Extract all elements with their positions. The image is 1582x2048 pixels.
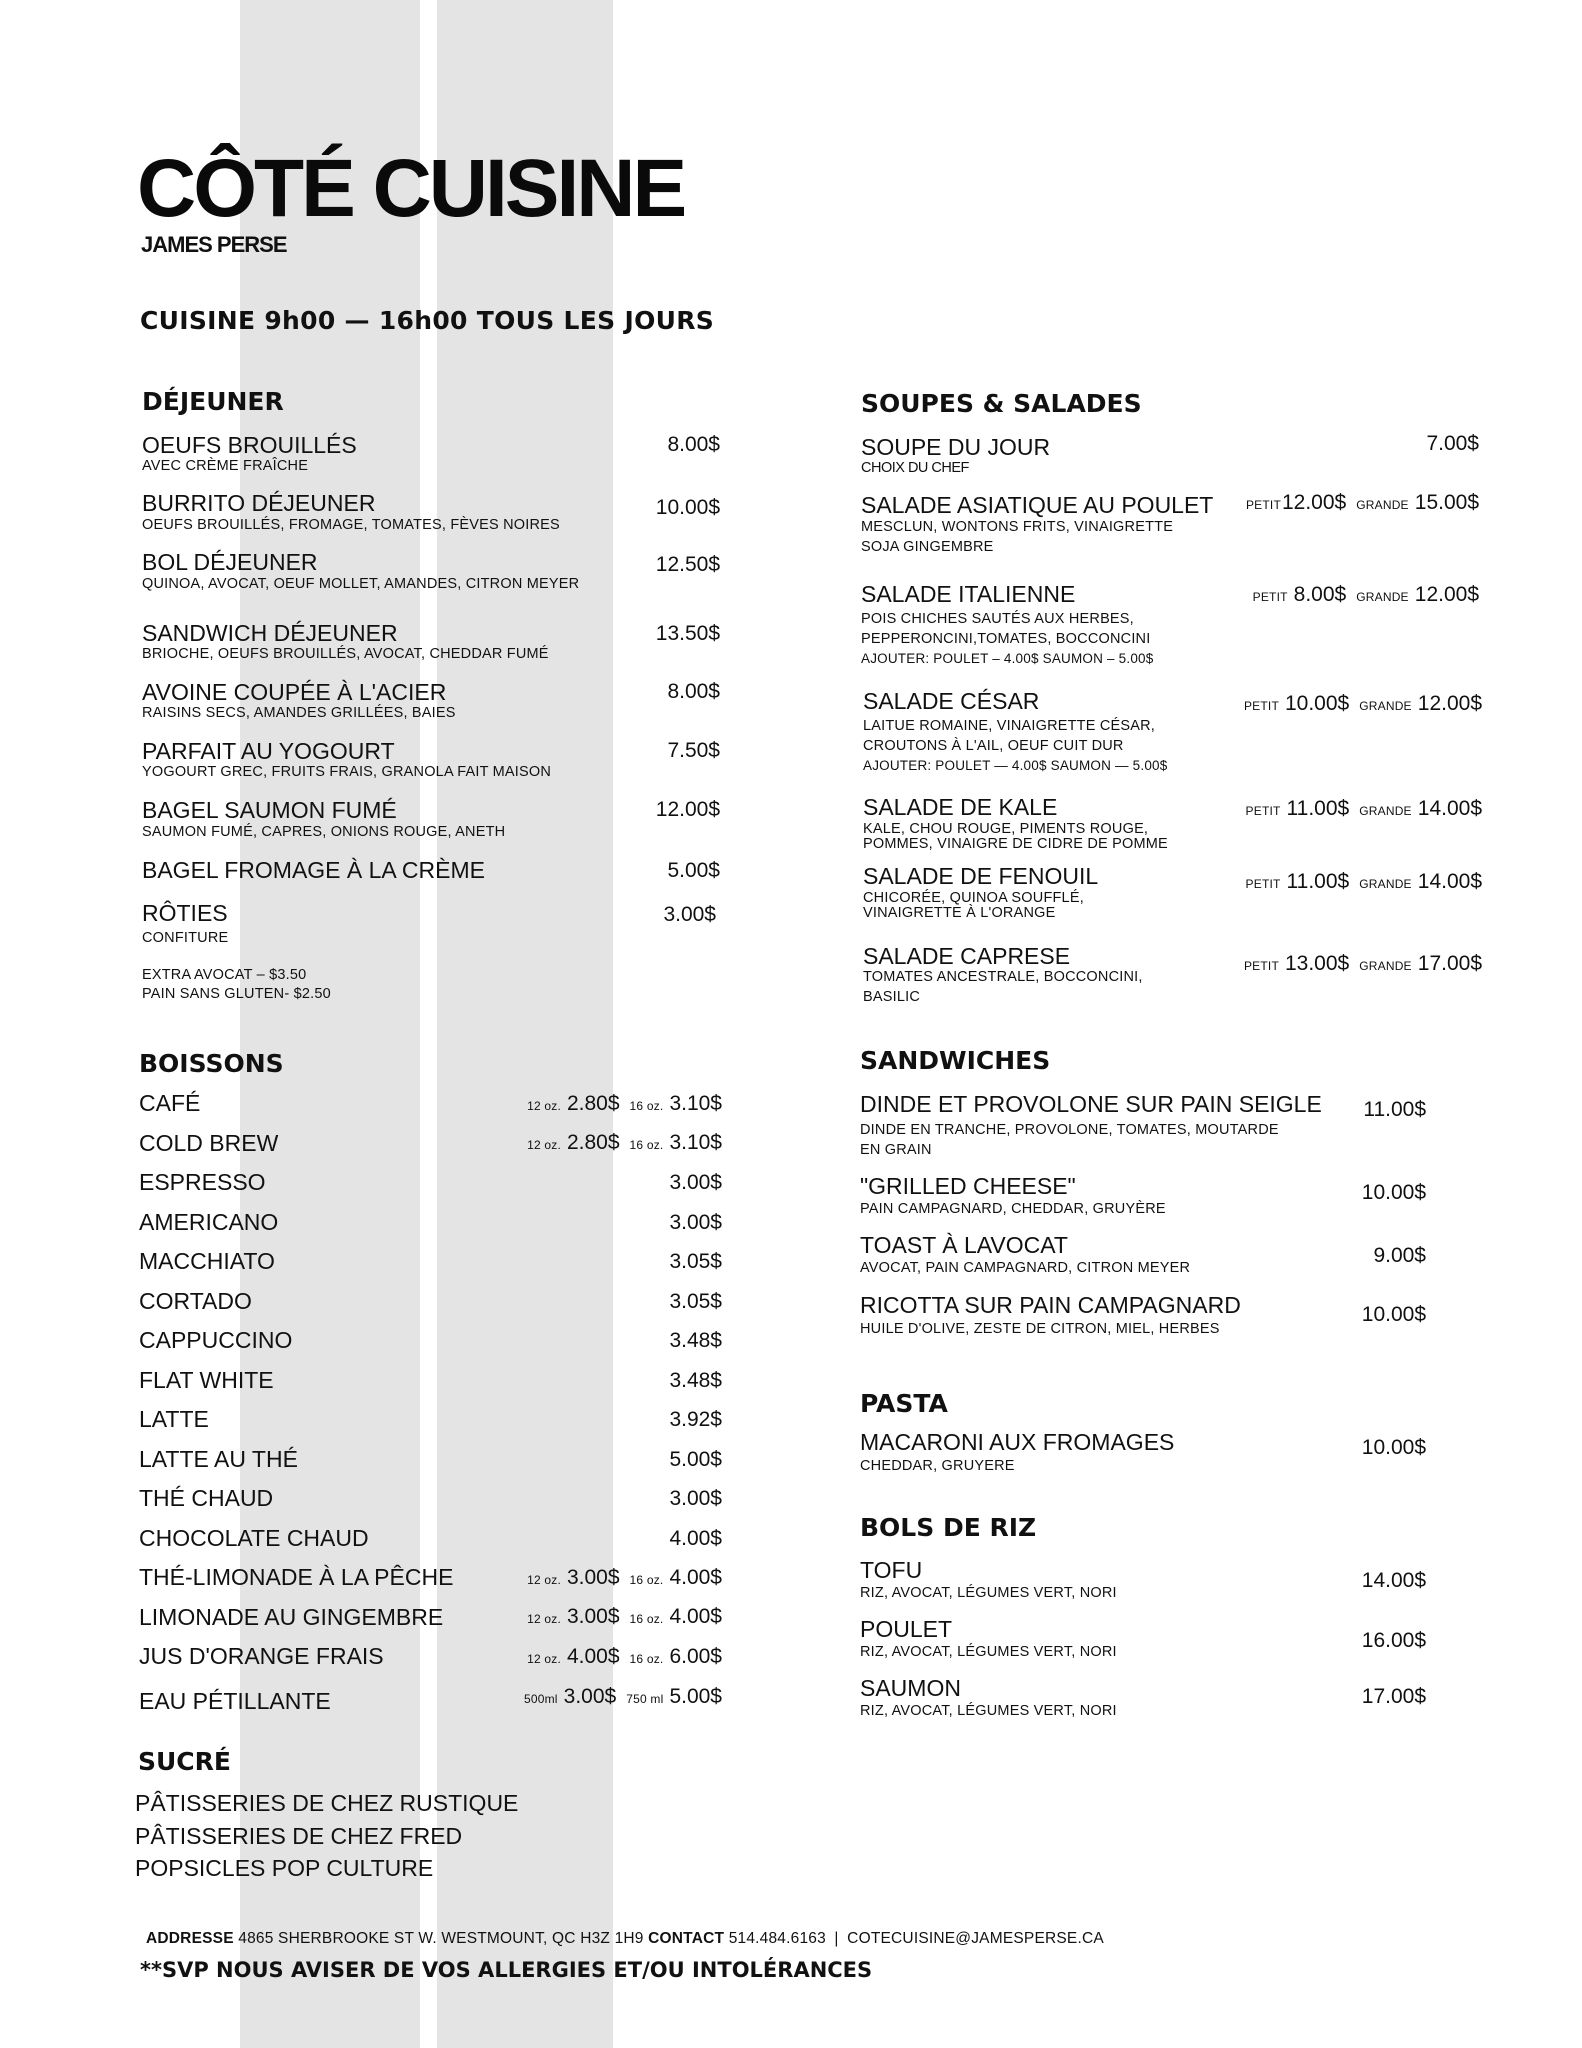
item-description: RIZ, AVOCAT, LÉGUMES VERT, NORI [860, 1703, 1117, 1719]
drink-price-sizes [527, 1132, 722, 1153]
drink-name: THÉ CHAUD [139, 1485, 274, 1511]
item-description: CHICORÉE, QUINOA SOUFFLÉ, [863, 890, 1084, 906]
section-title-sandwiches: SANDWICHES [860, 1046, 1051, 1075]
size-label: PETIT [1243, 699, 1279, 713]
drink-name: CORTADO [139, 1288, 252, 1314]
item-description: POIS CHICHES SAUTÉS AUX HERBES, [861, 611, 1134, 627]
email: COTECUISINE@JAMESPERSE.CA [847, 1930, 1104, 1947]
size-label: 16 oz. [629, 1099, 664, 1113]
item-name: RICOTTA SUR PAIN CAMPAGNARD [860, 1292, 1241, 1318]
size-price: 4.00$ [669, 1605, 722, 1628]
item-price: 10.00$ [1361, 1303, 1426, 1326]
size-label: 16 oz. [629, 1612, 664, 1626]
size-price: 14.00$ [1417, 870, 1482, 893]
item-price: 8.00$ [667, 680, 720, 703]
extra-avocat: EXTRA AVOCAT – $3.50 [142, 967, 307, 983]
contact-label: CONTACT [648, 1930, 725, 1947]
item-price: 12.00$ [655, 798, 720, 821]
item-price: 10.00$ [1361, 1436, 1426, 1459]
drink-price-sizes [527, 1646, 722, 1667]
item-price: 13.50$ [655, 622, 720, 645]
size-label: PETIT [1252, 590, 1288, 604]
item-price: 8.00$ [667, 433, 720, 456]
section-title-bols-de-riz: BOLS DE RIZ [860, 1513, 1037, 1542]
sucre-item: POPSICLES POP CULTURE [135, 1855, 434, 1881]
item-name: POULET [860, 1616, 953, 1642]
size-label: GRANDE [1356, 498, 1409, 512]
size-label: 12 oz. [527, 1652, 561, 1666]
item-description: SAUMON FUMÉ, CAPRES, ONIONS ROUGE, ANETH [142, 824, 506, 840]
item-name: TOFU [860, 1557, 923, 1583]
item-price-sizes [1244, 693, 1482, 714]
size-label: PETIT [1245, 877, 1281, 891]
drink-price-sizes [527, 1567, 722, 1588]
item-description: HUILE D'OLIVE, ZESTE DE CITRON, MIEL, HERBES [860, 1321, 1220, 1337]
separator: | [834, 1930, 839, 1947]
item-price: 3.00$ [663, 903, 716, 926]
size-price: 14.00$ [1417, 797, 1482, 820]
item-price: 14.00$ [1361, 1569, 1426, 1592]
size-price: 3.10$ [669, 1092, 722, 1115]
size-label: 16 oz. [629, 1652, 664, 1666]
item-price-sizes [1253, 584, 1479, 605]
drink-price: 3.00$ [669, 1171, 722, 1194]
item-description: CHEDDAR, GRUYERE [860, 1458, 1015, 1474]
item-description: VINAIGRETTE À L'ORANGE [863, 905, 1056, 921]
size-price: 4.00$ [669, 1566, 722, 1589]
size-price: 12.00$ [1414, 583, 1479, 606]
size-price: 3.10$ [669, 1131, 722, 1154]
drink-price: 3.00$ [669, 1211, 722, 1234]
item-price: 10.00$ [1361, 1181, 1426, 1204]
item-description: SOJA GINGEMBRE [861, 539, 994, 555]
drink-price: 3.48$ [669, 1329, 722, 1352]
item-name: DINDE ET PROVOLONE SUR PAIN SEIGLE [860, 1091, 1322, 1117]
size-price: 11.00$ [1286, 870, 1350, 893]
item-description: QUINOA, AVOCAT, OEUF MOLLET, AMANDES, CITRON MEYER [142, 576, 580, 592]
item-name: SOUPE DU JOUR [861, 434, 1051, 460]
item-price: 9.00$ [1373, 1244, 1426, 1267]
drink-name: LIMONADE AU GINGEMBRE [139, 1604, 444, 1630]
item-description: RAISINS SECS, AMANDES GRILLÉES, BAIES [142, 705, 456, 721]
item-name: BOL DÉJEUNER [142, 549, 318, 575]
section-title-boissons: BOISSONS [139, 1049, 284, 1078]
drink-price: 3.48$ [669, 1369, 722, 1392]
item-description: PAIN CAMPAGNARD, CHEDDAR, GRUYÈRE [860, 1201, 1166, 1217]
item-description: CONFITURE [142, 930, 229, 946]
item-description: KALE, CHOU ROUGE, PIMENTS ROUGE, [863, 821, 1149, 837]
size-label: 12 oz. [527, 1573, 561, 1587]
size-price: 2.80$ [566, 1131, 620, 1154]
item-price: 7.50$ [667, 739, 720, 762]
sucre-item: PÂTISSERIES DE CHEZ FRED [135, 1823, 463, 1849]
drink-name: MACCHIATO [139, 1248, 275, 1274]
size-price: 12.00$ [1417, 692, 1482, 715]
item-name: BAGEL FROMAGE À LA CRÈME [142, 857, 485, 883]
item-description: AVEC CRÈME FRAÎCHE [142, 458, 309, 474]
item-description: MESCLUN, WONTONS FRITS, VINAIGRETTE [861, 519, 1174, 535]
size-price: 3.00$ [563, 1685, 617, 1708]
item-name: "GRILLED CHEESE" [860, 1173, 1076, 1199]
item-description: CROUTONS À L'AIL, OEUF CUIT DUR [863, 738, 1124, 754]
section-title-sucre: SUCRÉ [138, 1747, 231, 1776]
allergy-notice: **SVP NOUS AVISER DE VOS ALLERGIES ET/OU INTOLÉRANCES [140, 1958, 873, 1982]
item-name: TOAST À LAVOCAT [860, 1232, 1068, 1258]
item-name: SALADE CÉSAR [863, 688, 1040, 714]
item-price: 17.00$ [1361, 1685, 1426, 1708]
size-label: 16 oz. [629, 1573, 664, 1587]
item-name: BURRITO DÉJEUNER [142, 490, 376, 516]
item-name: SALADE CAPRESE [863, 943, 1071, 969]
item-description: EN GRAIN [860, 1142, 932, 1158]
size-price: 6.00$ [669, 1645, 722, 1668]
drink-price: 3.05$ [669, 1250, 722, 1273]
size-label: 500ml [523, 1692, 558, 1706]
item-name: SALADE ASIATIQUE AU POULET [861, 492, 1214, 518]
section-title-dejeuner: DÉJEUNER [142, 387, 284, 416]
item-description: RIZ, AVOCAT, LÉGUMES VERT, NORI [860, 1585, 1117, 1601]
item-price: 7.00$ [1426, 432, 1479, 455]
item-price: 11.00$ [1363, 1098, 1426, 1121]
drink-name: CAPPUCCINO [139, 1327, 293, 1353]
item-name: OEUFS BROUILLÉS [142, 432, 357, 458]
size-label: GRANDE [1359, 877, 1412, 891]
item-name: SANDWICH DÉJEUNER [142, 620, 398, 646]
item-price-sizes [1246, 492, 1479, 513]
size-label: GRANDE [1359, 699, 1412, 713]
section-title-soupes-salades: SOUPES & SALADES [861, 389, 1142, 418]
item-price-sizes [1244, 953, 1482, 974]
drink-name: EAU PÉTILLANTE [139, 1688, 331, 1714]
address-label: ADDRESSE [146, 1930, 234, 1947]
item-description: DINDE EN TRANCHE, PROVOLONE, TOMATES, MOUTARDE [860, 1122, 1279, 1138]
drink-price: 5.00$ [669, 1448, 722, 1471]
item-description: LAITUE ROMAINE, VINAIGRETTE CÉSAR, [863, 718, 1156, 734]
item-name: MACARONI AUX FROMAGES [860, 1429, 1175, 1455]
size-label: GRANDE [1359, 959, 1412, 973]
item-name: PARFAIT AU YOGOURT [142, 738, 395, 764]
size-label: 750 ml [626, 1692, 664, 1706]
size-price: 3.00$ [566, 1566, 620, 1589]
item-price-sizes [1246, 871, 1482, 892]
item-description: RIZ, AVOCAT, LÉGUMES VERT, NORI [860, 1644, 1117, 1660]
size-label: 16 oz. [629, 1138, 664, 1152]
phone: 514.484.6163 [728, 1930, 826, 1947]
item-name: BAGEL SAUMON FUMÉ [142, 797, 397, 823]
drink-price: 3.92$ [669, 1408, 722, 1431]
drink-name: THÉ-LIMONADE À LA PÊCHE [139, 1564, 454, 1590]
section-title-pasta: PASTA [860, 1389, 948, 1418]
sucre-item: PÂTISSERIES DE CHEZ RUSTIQUE [135, 1790, 519, 1816]
item-name: SALADE ITALIENNE [861, 581, 1076, 607]
address: 4865 SHERBROOKE ST W. WESTMOUNT, QC H3Z 1H9 [238, 1930, 644, 1947]
opening-hours: CUISINE 9h00 — 16h00 TOUS LES JOURS [140, 306, 715, 335]
size-price: 17.00$ [1417, 952, 1482, 975]
size-label: PETIT [1243, 959, 1279, 973]
item-description: POMMES, VINAIGRE DE CIDRE DE POMME [863, 836, 1168, 852]
size-label: GRANDE [1359, 804, 1412, 818]
drink-name: LATTE AU THÉ [139, 1446, 298, 1472]
size-price: 12.00$ [1281, 491, 1347, 514]
size-price: 11.00$ [1286, 797, 1350, 820]
item-name: RÔTIES [142, 900, 228, 926]
item-price: 5.00$ [667, 859, 720, 882]
drink-name: FLAT WHITE [139, 1367, 274, 1393]
drink-name: COLD BREW [139, 1130, 279, 1156]
item-price: 12.50$ [655, 553, 720, 576]
size-price: 10.00$ [1284, 692, 1350, 715]
extra-pain-sans-gluten: PAIN SANS GLUTEN- $2.50 [142, 986, 331, 1002]
size-price: 3.00$ [566, 1605, 620, 1628]
item-price-sizes [1246, 798, 1482, 819]
item-description: AVOCAT, PAIN CAMPAGNARD, CITRON MEYER [860, 1260, 1191, 1276]
drink-name: CHOCOLATE CHAUD [139, 1525, 369, 1551]
item-description: BRIOCHE, OEUFS BROUILLÉS, AVOCAT, CHEDDAR FUMÉ [142, 646, 549, 662]
size-price: 4.00$ [566, 1645, 620, 1668]
size-label: 12 oz. [527, 1138, 561, 1152]
drink-name: AMERICANO [139, 1209, 279, 1235]
drink-price-sizes [527, 1093, 722, 1114]
item-name: SALADE DE FENOUIL [863, 863, 1099, 889]
size-price: 15.00$ [1414, 491, 1479, 514]
footer-contact [146, 1930, 1104, 1948]
brand-title: CÔTÉ CUISINE [137, 143, 685, 234]
item-name: SALADE DE KALE [863, 794, 1058, 820]
size-price: 2.80$ [566, 1092, 620, 1115]
size-label: 12 oz. [527, 1612, 561, 1626]
size-price: 13.00$ [1284, 952, 1350, 975]
item-description: CHOIX DU CHEF [861, 460, 969, 476]
item-name: AVOINE COUPÉE À L'ACIER [142, 679, 447, 705]
drink-name: JUS D'ORANGE FRAIS [139, 1643, 384, 1669]
brand-subtitle: JAMES PERSE [141, 232, 287, 257]
item-price: 16.00$ [1361, 1629, 1426, 1652]
size-label: 12 oz. [527, 1099, 561, 1113]
drink-price-sizes [524, 1686, 722, 1707]
drink-name: ESPRESSO [139, 1169, 266, 1195]
drink-price: 3.00$ [669, 1487, 722, 1510]
size-label: GRANDE [1356, 590, 1409, 604]
item-description: TOMATES ANCESTRALE, BOCCONCINI, [863, 969, 1143, 985]
item-description: AJOUTER: POULET – 4.00$ SAUMON – 5.00$ [861, 651, 1154, 666]
drink-price: 4.00$ [669, 1527, 722, 1550]
item-description: PEPPERONCINI,TOMATES, BOCCONCINI [861, 631, 1151, 647]
drink-name: LATTE [139, 1406, 209, 1432]
drink-name: CAFÉ [139, 1090, 201, 1116]
item-description: YOGOURT GREC, FRUITS FRAIS, GRANOLA FAIT MAISON [142, 764, 552, 780]
size-price: 8.00$ [1293, 583, 1347, 606]
item-description: BASILIC [863, 989, 921, 1005]
drink-price: 3.05$ [669, 1290, 722, 1313]
size-price: 5.00$ [669, 1685, 722, 1708]
item-description: AJOUTER: POULET — 4.00$ SAUMON — 5.00$ [863, 758, 1168, 773]
item-name: SAUMON [860, 1675, 961, 1701]
drink-price-sizes [527, 1606, 722, 1627]
size-label: PETIT [1245, 804, 1281, 818]
item-description: OEUFS BROUILLÉS, FROMAGE, TOMATES, FÈVES NOIRES [142, 517, 560, 533]
size-label: PETIT [1245, 498, 1281, 512]
item-price: 10.00$ [655, 496, 720, 519]
